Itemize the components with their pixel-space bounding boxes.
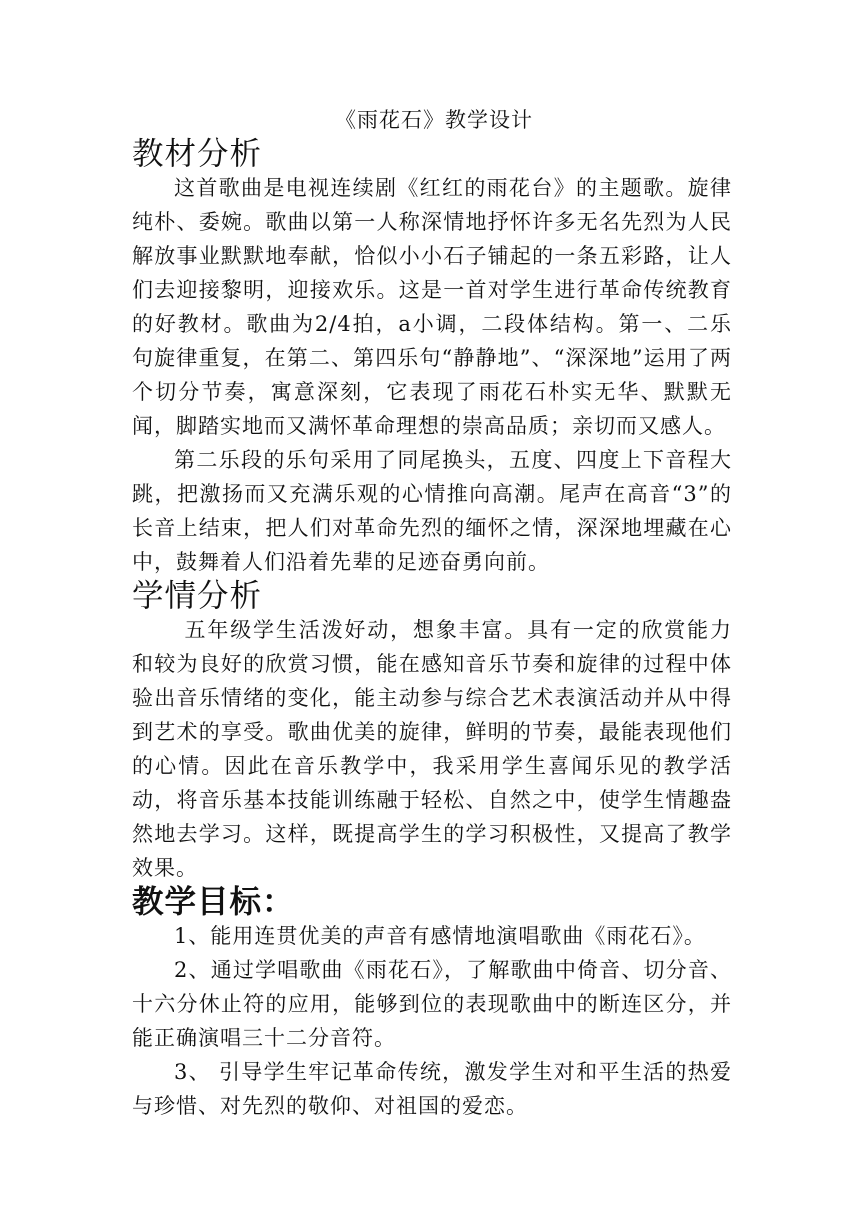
students-paragraph-1: 五年级学生活泼好动，想象丰富。具有一定的欣赏能力和较为良好的欣赏习惯，能在感知音乐节奏和旋律的过程中体验出音乐情绪的变化，能主动参与综合艺术表演活动并从中得到艺术的享受。歌曲优美的旋律，鲜明的节奏，最能表现他们的心情。因此在音乐教学中，我采用学生喜闻乐见的教学活动，将音乐基本技能训练融于轻松、自然之中，使学生情趣盎然地去学习。这样，既提高学生的学习积极性，又提高了教学效果。 bbox=[132, 618, 732, 880]
document-page bbox=[132, 103, 732, 1123]
section-heading-students: 学情分析 bbox=[132, 578, 263, 614]
material-paragraph-1: 这首歌曲是电视连续剧《红红的雨花台》的主题歌。旋律纯朴、委婉。歌曲以第一人称深情地抒怀许多无名先烈为人民解放事业默默地奉献，恰似小小石子铺起的一条五彩路，让人们去迎接黎明，迎接欢乐。这是一首对学生进行革命传统教育的好教材。歌曲为2/4拍，a小调，二段体结构。第一、二乐句旋律重复，在第二、第四乐句“静静地”、“深深地”运用了两个切分节奏，寓意深刻，它表现了雨花石朴实无华、默默无闻，脚踏实地而又满怀革命理想的崇高品质；亲切而又感人。 bbox=[132, 176, 732, 438]
goal-item-2: 2、通过学唱歌曲《雨花石》，了解歌曲中倚音、切分音、十六分休止符的应用，能够到位的表现歌曲中的断连区分，并能正确演唱三十二分音符。 bbox=[132, 958, 732, 1050]
goal-item-3: 3、 引导学生牢记革命传统，激发学生对和平生活的热爱与珍惜、对先烈的敬仰、对祖国的爱恋。 bbox=[132, 1060, 732, 1118]
document-title: 《雨花石》教学设计 bbox=[335, 108, 533, 132]
material-paragraph-2: 第二乐段的乐句采用了同尾换头，五度、四度上下音程大跳，把激扬而又充满乐观的心情推向高潮。尾声在高音“3”的长音上结束，把人们对革命先烈的缅怀之情，深深地埋藏在心中，鼓舞着人们沿着先辈的足迹奋勇向前。 bbox=[132, 448, 732, 574]
goal-item-1: 1、能用连贯优美的声音有感情地演唱歌曲《雨花石》。 bbox=[174, 924, 706, 948]
section-heading-material: 教材分析 bbox=[132, 136, 263, 172]
section-heading-goals: 教学目标： bbox=[132, 883, 295, 920]
